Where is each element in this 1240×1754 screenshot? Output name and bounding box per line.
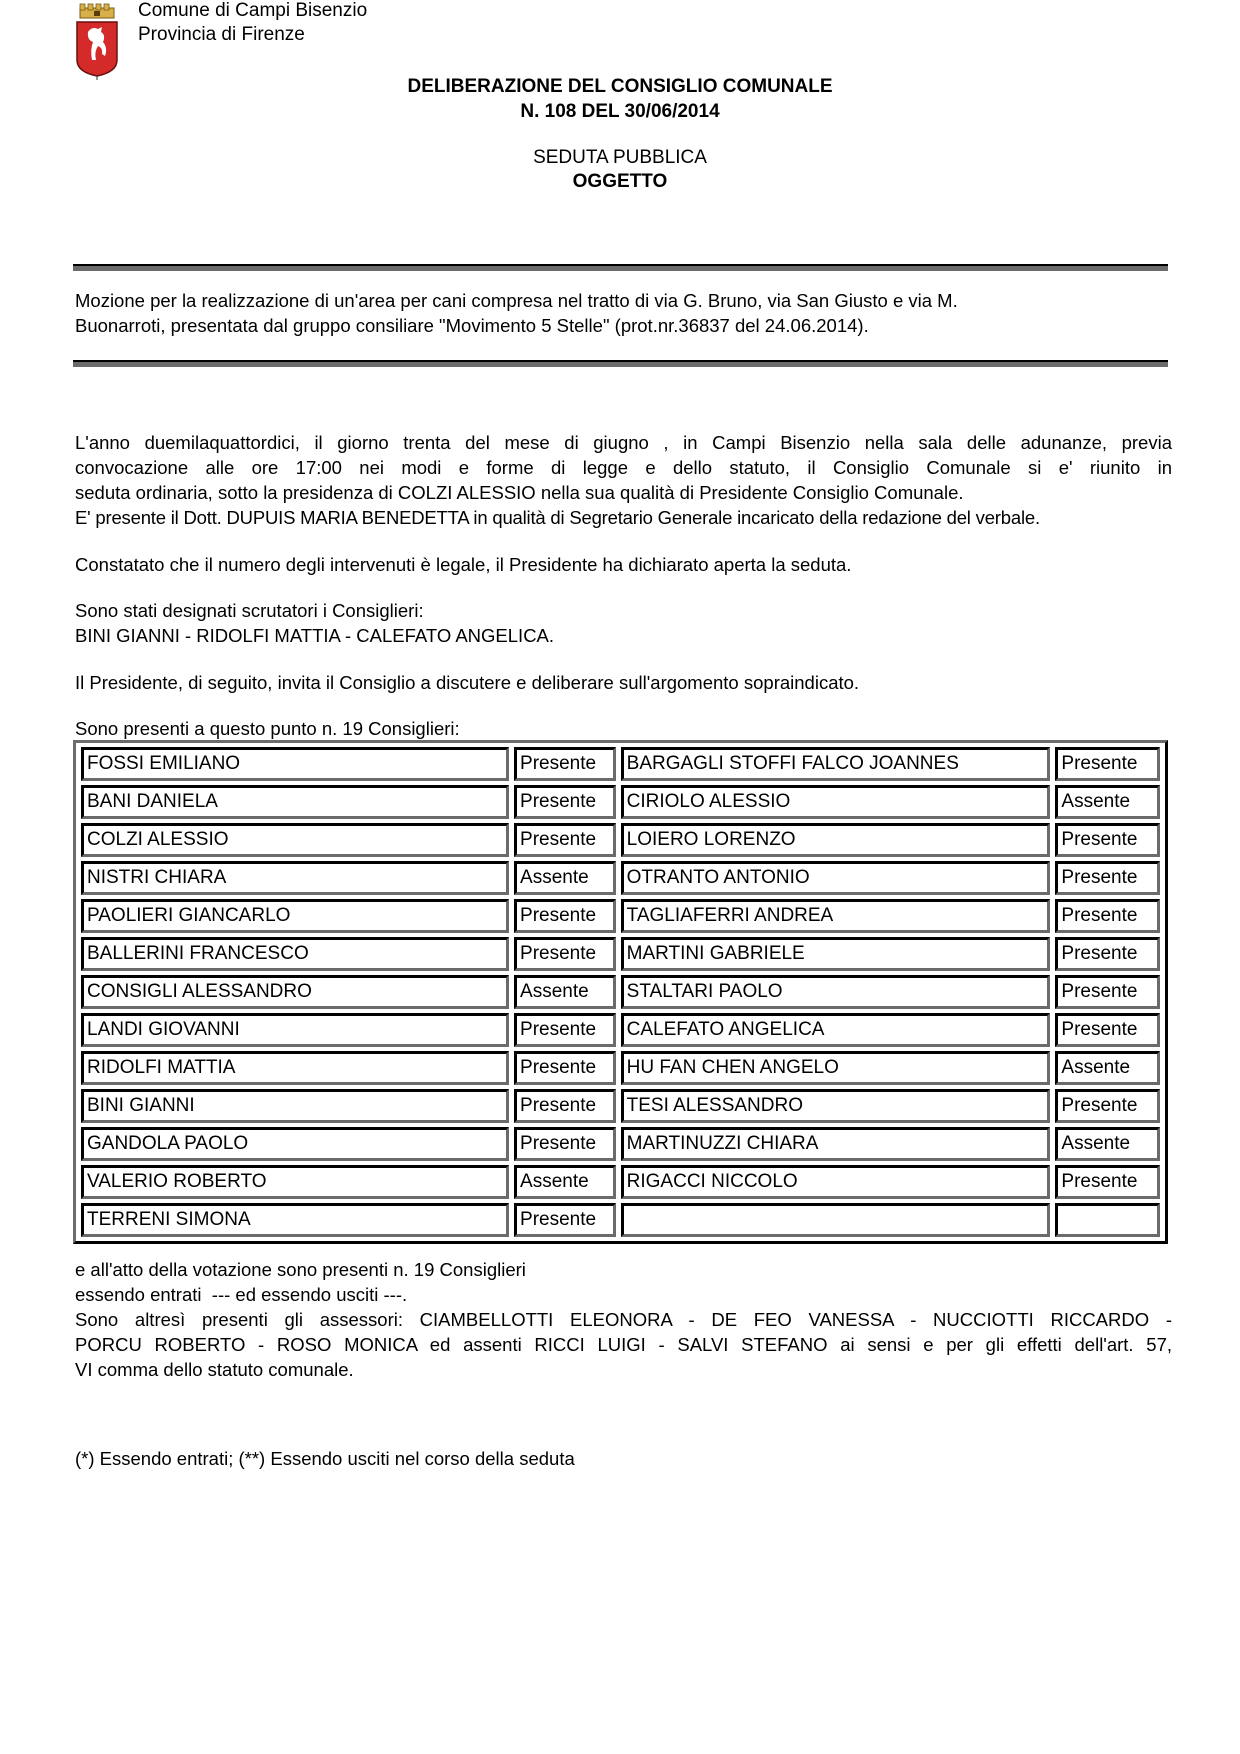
councillor-name: VALERIO ROBERTO <box>81 1165 509 1199</box>
assessors-line: PORCU ROBERTO - ROSO MONICA ed assenti RICCI LUIGI - SALVI STEFANO ai sensi e per gli effetti dell'art. 57, <box>75 1334 1172 1355</box>
subject-label: OGGETTO <box>572 171 668 192</box>
councillor-name <box>621 1203 1051 1237</box>
scrutineers-intro: Sono stati designati scrutatori i Consiglieri: <box>75 600 424 621</box>
intro-line: E' presente il Dott. DUPUIS MARIA BENEDETTA in qualità di Segretario Generale incaricato della redazione del verbale. <box>75 507 1040 528</box>
entered-exited: essendo entrati --- ed essendo usciti ---. <box>75 1284 408 1305</box>
table-row <box>81 823 1160 857</box>
horizontal-rule <box>73 360 1168 367</box>
municipal-crest-icon <box>74 2 120 80</box>
councillor-name: LANDI GIOVANNI <box>81 1013 509 1047</box>
attendance-status: Assente <box>514 975 616 1009</box>
councillor-name: MARTINUZZI CHIARA <box>621 1127 1051 1161</box>
scrutineers <box>75 598 1172 648</box>
table-row <box>81 1013 1160 1047</box>
councillor-name: CIRIOLO ALESSIO <box>621 785 1051 819</box>
councillor-name: OTRANTO ANTONIO <box>621 861 1051 895</box>
assessors-line: VI comma dello statuto comunale. <box>75 1359 354 1380</box>
attendance-status: Presente <box>514 1127 616 1161</box>
councillor-name: GANDOLA PAOLO <box>81 1127 509 1161</box>
attendance-status: Assente <box>1055 1127 1160 1161</box>
councillor-name: NISTRI CHIARA <box>81 861 509 895</box>
scrutineers-names: BINI GIANNI - RIDOLFI MATTIA - CALEFATO ANGELICA. <box>75 625 555 646</box>
horizontal-rule <box>73 264 1168 271</box>
president-invitation: Il Presidente, di seguito, invita il Consiglio a discutere e deliberare sull'argomento sopraindicato. <box>75 672 860 693</box>
attendance-status: Presente <box>1055 937 1160 971</box>
subject-text <box>75 288 1165 338</box>
intro-paragraph <box>75 430 1172 530</box>
councillor-name: COLZI ALESSIO <box>81 823 509 857</box>
table-row <box>81 1051 1160 1085</box>
councillor-name: RIGACCI NICCOLO <box>621 1165 1051 1199</box>
table-row <box>81 1127 1160 1161</box>
councillor-name: LOIERO LORENZO <box>621 823 1051 857</box>
attendance-status: Presente <box>1055 1013 1160 1047</box>
attendance-status: Presente <box>514 1089 616 1123</box>
councillor-name: CONSIGLI ALESSANDRO <box>81 975 509 1009</box>
document-title: DELIBERAZIONE DEL CONSIGLIO COMUNALE <box>407 76 833 97</box>
voting-summary <box>75 1257 1172 1382</box>
attendance-status: Presente <box>514 1051 616 1085</box>
table-row <box>81 1203 1160 1237</box>
councillor-name: RIDOLFI MATTIA <box>81 1051 509 1085</box>
attendance-status: Presente <box>514 937 616 971</box>
session-type: SEDUTA PUBBLICA <box>533 147 707 168</box>
councillor-name: BALLERINI FRANCESCO <box>81 937 509 971</box>
attendance-status: Presente <box>514 1203 616 1237</box>
attendance-status: Presente <box>1055 1089 1160 1123</box>
attendance-status: Presente <box>1055 747 1160 781</box>
deliberation-number-date: N. 108 DEL 30/06/2014 <box>520 101 720 122</box>
councillor-name: BINI GIANNI <box>81 1089 509 1123</box>
councillor-name: TESI ALESSANDRO <box>621 1089 1051 1123</box>
intro-line: seduta ordinaria, sotto la presidenza di COLZI ALESSIO nella sua qualità di Presidente Consiglio Comunale. <box>75 482 964 503</box>
councillors-present-intro: Sono presenti a questo punto n. 19 Consiglieri: <box>75 718 460 739</box>
province-name: Provincia di Firenze <box>138 24 305 45</box>
intro-line: convocazione alle ore 17:00 nei modi e forme di legge e dello statuto, il Consiglio Comunale si e' riunito in <box>75 457 1172 478</box>
attendance-status: Assente <box>514 861 616 895</box>
councillor-name: FOSSI EMILIANO <box>81 747 509 781</box>
table-row <box>81 899 1160 933</box>
quorum-statement: Constatato che il numero degli intervenuti è legale, il Presidente ha dichiarato aperta la seduta. <box>75 554 852 575</box>
table-row <box>81 785 1160 819</box>
councillor-name: HU FAN CHEN ANGELO <box>621 1051 1051 1085</box>
attendance-status: Presente <box>1055 1165 1160 1199</box>
councillor-name: STALTARI PAOLO <box>621 975 1051 1009</box>
table-row <box>81 1165 1160 1199</box>
table-row <box>81 1089 1160 1123</box>
attendance-status: Presente <box>1055 975 1160 1009</box>
attendance-status: Presente <box>514 1013 616 1047</box>
attendance-status: Presente <box>514 899 616 933</box>
voting-present-count: e all'atto della votazione sono presenti n. 19 Consiglieri <box>75 1259 526 1280</box>
attendance-status: Presente <box>514 823 616 857</box>
assessors-line: Sono altresì presenti gli assessori: CIAMBELLOTTI ELEONORA - DE FEO VANESSA - NUCCIOTTI RICCARDO - <box>75 1309 1172 1330</box>
subject-line: Mozione per la realizzazione di un'area per cani compresa nel tratto di via G. Bruno, via San Giusto e via M. <box>75 290 958 311</box>
attendance-status: Presente <box>1055 861 1160 895</box>
attendance-status: Presente <box>1055 899 1160 933</box>
intro-line: L'anno duemilaquattordici, il giorno trenta del mese di giugno , in Campi Bisenzio nella sala delle adunanze, previa <box>75 432 1172 453</box>
councillor-name: TERRENI SIMONA <box>81 1203 509 1237</box>
attendance-status: Assente <box>514 1165 616 1199</box>
attendance-status: Assente <box>1055 785 1160 819</box>
attendance-status: Presente <box>514 747 616 781</box>
councillor-name: BARGAGLI STOFFI FALCO JOANNES <box>621 747 1051 781</box>
table-row <box>81 861 1160 895</box>
attendance-status: Presente <box>514 785 616 819</box>
attendance-status: Assente <box>1055 1051 1160 1085</box>
subject-line: Buonarroti, presentata dal gruppo consiliare "Movimento 5 Stelle" (prot.nr.36837 del 24.06.2014). <box>75 315 869 336</box>
org-name: Comune di Campi Bisenzio <box>138 0 368 21</box>
councillor-name: PAOLIERI GIANCARLO <box>81 899 509 933</box>
councillor-name: MARTINI GABRIELE <box>621 937 1051 971</box>
attendance-table <box>73 740 1168 1244</box>
councillor-name: TAGLIAFERRI ANDREA <box>621 899 1051 933</box>
table-row <box>81 747 1160 781</box>
attendance-status <box>1055 1203 1160 1237</box>
table-row <box>81 975 1160 1009</box>
footnote: (*) Essendo entrati; (**) Essendo usciti nel corso della seduta <box>75 1448 575 1469</box>
attendance-status: Presente <box>1055 823 1160 857</box>
table-row <box>81 937 1160 971</box>
councillor-name: BANI DANIELA <box>81 785 509 819</box>
councillor-name: CALEFATO ANGELICA <box>621 1013 1051 1047</box>
